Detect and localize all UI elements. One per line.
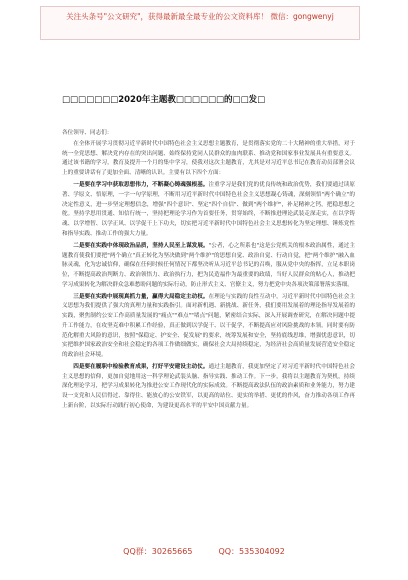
top-banner (40, 6, 360, 40)
footer-qq-group: QQ群：30265665 (123, 547, 193, 556)
greeting: 各位领导、同志们： (62, 130, 113, 136)
paragraph-point-3 (62, 293, 355, 361)
paragraph-intro (62, 140, 355, 179)
document-title: □□□□□□□2020年主题教□□□□□□的□□发□ (62, 95, 266, 105)
document-body (62, 140, 355, 518)
footer-contact (0, 546, 408, 557)
paragraph-text: 注重学习是我们党的优良传统和政治优势，我们要通过读原著、学原文、悟原理，一字一句学原理，不断用习近平新时代中国特色社会主义思想凝心铸魂，深刻领悟"两个确立"的决定性意义，进一步坚定理想信念，增强"四个意识"、坚定"四个自信"、做到"两个维护"，补足精神之钙，把稳思想之舵。坚持学思用贯通、知信行统一，坚持把理论学习作为首要任务，贯穿始终，不断推进理论武装走深走实，在以学铸魂、以学增智、以学正风、以学促干上下功夫，切实把习近平新时代中国特色社会主义思想转化为坚定理想、锤炼党性和指导实践、推动工作的强大力量。 (62, 182, 355, 237)
paragraph-text: 在理论与实践的良性互动中，习近平新时代中国特色社会主义思想为我们提供了强大的真理力量和实践指引。面对新机遇、新挑战、新任务，我们要用发展着的理论指导发展着的实践，聚焦制约公安工作高质量发展的"痛点""难点""堵点"问题，紧密结合实际，深入开展调查研究，在解决问题中提升工作能力，在攻坚克难中积累工作经验，真正做到以学促干、以干促学，不断提高应对风险挑战的本领。同时要有防范化解重大风险的意识，按照"保稳定、护安全、促发展"的要求，统筹发展和安全，坚持底线思维，增强忧患意识，切实把维护国家政治安全和社会稳定的各项工作做细做实，确保社会大局持续稳定，为经济社会高质量发展营造安全稳定的政治社会环境。 (62, 293, 355, 358)
paragraph-heading: 二是要在实践中体现政治品质，坚持人民至上谋发展。 (73, 242, 209, 249)
paragraph-text: 通过主题教育，我更加坚定了对习近平新时代中国特色社会主义思想的信仰，更加自觉地用这一科学理论武装头脑、指导实践、推动工作。下一步，我将以主题教育为契机，持续深化理论学习，把学习成果转化为推进公安工作现代化的实际成效。不断提高政法队伍的政治素质和业务能力，努力建设一支党和人民信得过、靠得住、能放心的公安铁军，以更高的站位、更实的举措、更优的作风，奋力推动各项工作再上新台阶，以实际行动践行初心使命，为建设更高水平的平安中国贡献力量。 (62, 364, 355, 409)
paragraph-text: "公者，心之所系也"这是公党机关的根本政治属性，通过主题教育使我们要把"两个确立"真正转化为坚决做到"两个维护"的思想自觉、政治自觉、行动自觉，把"两个维护"融入血脉灵魂，化为忠诚信仰，确保在任何时候任何情况下都坚决听从习近平总书记的召唤，服从党中央的指挥，立足本职岗位，不断提高政治判断力、政治领悟力、政治执行力，把为民造福作为最重要的政绩，当好人民群众的贴心人，推动把学习成果转化为解决群众急难愁盼问题的实际行动，防止形式主义、官僚主义，努力把党中央各项决策部署落实落细。 (62, 242, 355, 288)
paragraph-heading: 三是要在实践中展现真抓力量，赢得大局稳定主动权。 (73, 293, 209, 300)
paragraph-heading: 一是要在学习中获取思想伟力，不断凝心铸魂强根基。 (73, 182, 209, 189)
paragraph-text: 在全体开展学习贯彻习近平新时代中国特色社会主义思想主题教育，是贯彻落实党的二十大精神的重大举措，对于统一全党思想、解决党内存在的突出问题、始终保持党同人民群众的血肉联系、推动党和国家事业发展具有重要意义。通过该书籍的学习，教育及提升一个月的集中学习，使我对这次主题教育，尤其是对习近平总书记在教育动员部署会议上的重要讲话有了更加全面、清晰的认识。主要有以下四个方面： (62, 141, 355, 177)
paragraph-point-1 (62, 181, 355, 239)
footer-qq: QQ：535304092 (218, 547, 285, 556)
paragraph-point-2 (62, 242, 355, 291)
paragraph-point-4 (62, 363, 355, 412)
banner-text: 关注头条号"公文研究"，获得最新最全最专业的公文资料库！ 微信：gongwenyj (66, 12, 334, 21)
paragraph-heading: 四是要在履职中检验教育成果，打好平安建设主动仗。 (73, 364, 209, 371)
